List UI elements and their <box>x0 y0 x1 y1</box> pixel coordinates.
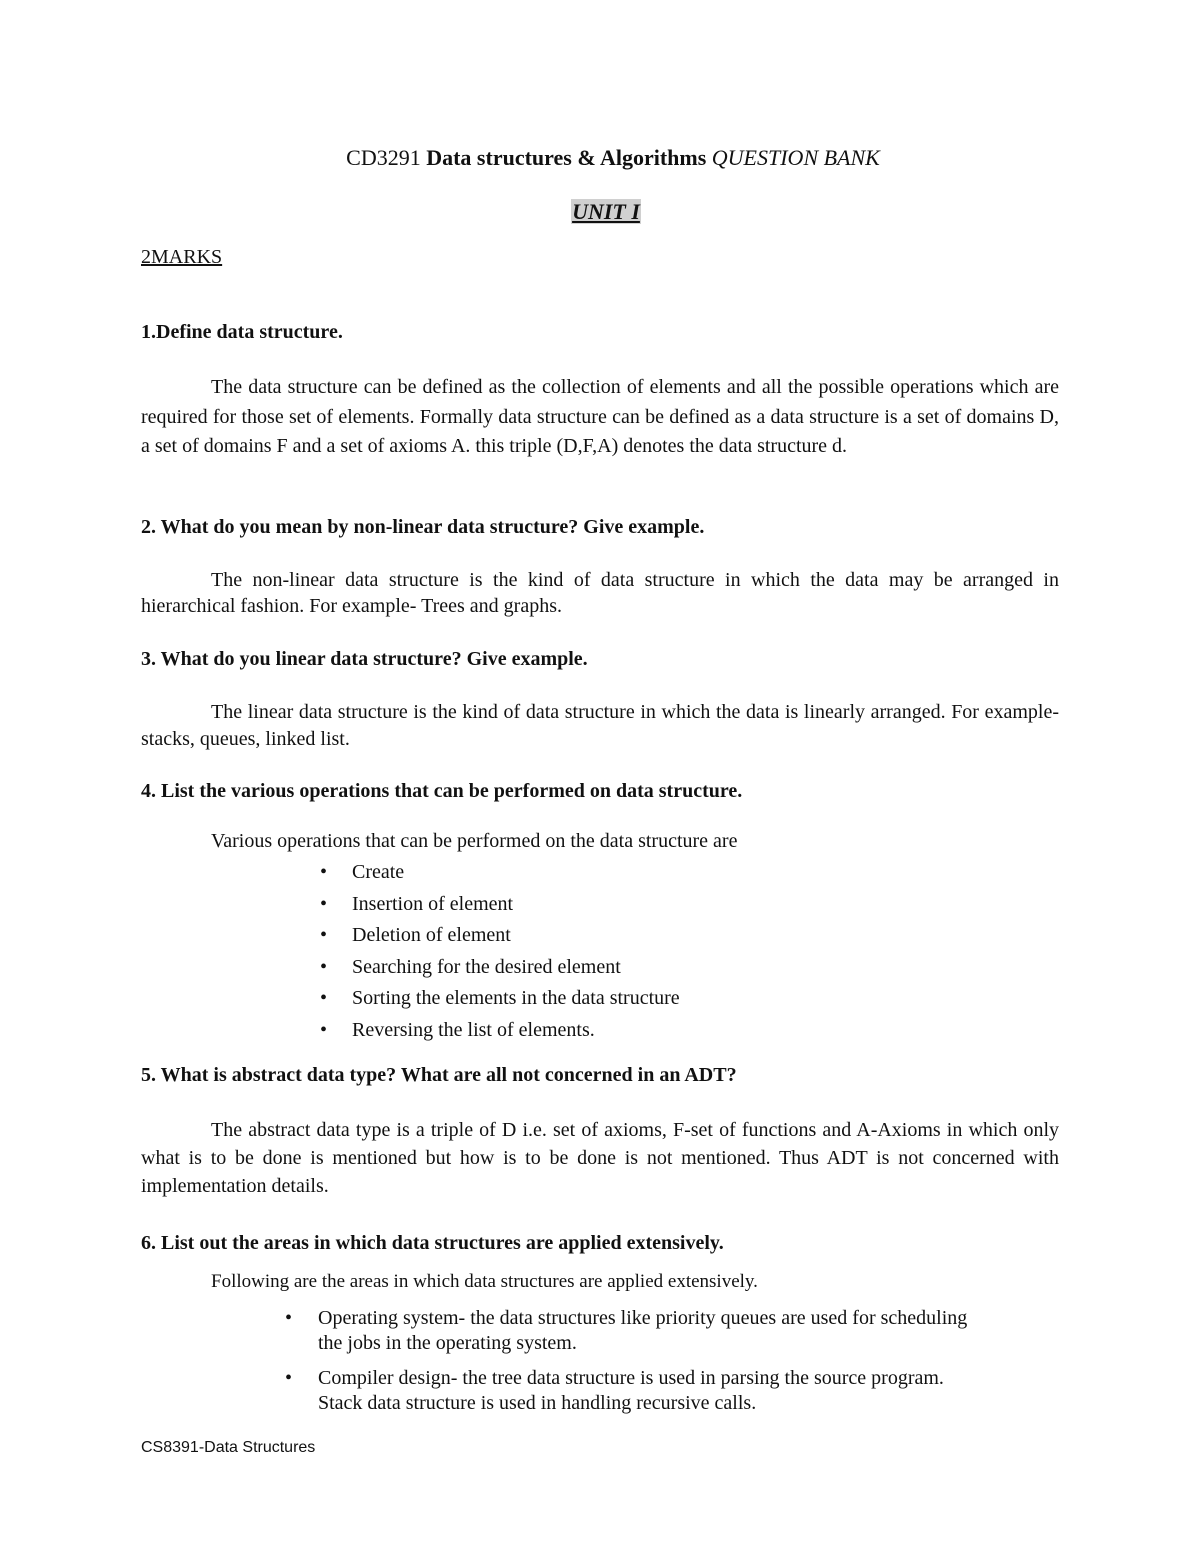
title-subject: Data structures & Algorithms <box>426 145 707 170</box>
list-item: • Compiler design- the tree data structure is used in parsing the source program. Stack data structure is used in handling recursive calls. <box>282 1366 982 1416</box>
answer-5 <box>141 1116 1059 1200</box>
list-item: • Create <box>292 857 680 889</box>
page-footer: CS8391-Data Structures <box>141 1439 316 1456</box>
question-5: 5. What is abstract data type? What are all not concerned in an ADT? <box>141 1064 737 1086</box>
answer-2 <box>141 567 1059 619</box>
answer-1-text: The data structure can be defined as the collection of elements and all the possible operations which are required for those set of elements. Formally data structure can be defined as a data structure is a set of domains D, a set of domains F and a set of axioms A. this triple (D,F,A) denotes the data structure d. <box>141 376 1059 457</box>
list-item: • Reversing the list of elements. <box>292 1015 680 1047</box>
areas-intro: Following are the areas in which data structures are applied extensively. <box>211 1271 758 1292</box>
list-item: • Sorting the elements in the data structure <box>292 983 680 1015</box>
question-1: 1.Define data structure. <box>141 321 343 343</box>
answer-3 <box>141 699 1059 753</box>
title-course-code: CD3291 <box>346 145 421 170</box>
areas-list <box>282 1306 982 1426</box>
answer-2-text: The non-linear data structure is the kind of data structure in which the data may be arranged in hierarchical fashion. For example- Trees and graphs. <box>141 569 1059 617</box>
answer-1 <box>141 373 1059 462</box>
unit-heading <box>0 197 1200 227</box>
unit-heading-text: UNIT I <box>572 199 640 224</box>
question-4: 4. List the various operations that can be performed on data structure. <box>141 780 743 802</box>
operations-intro: Various operations that can be performed on the data structure are <box>211 830 738 852</box>
list-item: • Insertion of element <box>292 889 680 921</box>
question-6: 6. List out the areas in which data structures are applied extensively. <box>141 1232 724 1254</box>
question-2: 2. What do you mean by non-linear data structure? Give example. <box>141 516 705 538</box>
document-title <box>0 143 1200 173</box>
answer-3-text: The linear data structure is the kind of data structure in which the data is linearly arranged. For example- stacks, queues, linked list. <box>141 701 1059 750</box>
operations-list <box>292 857 680 1046</box>
marks-heading: 2MARKS <box>141 246 223 268</box>
question-3: 3. What do you linear data structure? Give example. <box>141 648 588 670</box>
answer-5-text: The abstract data type is a triple of D i.e. set of axioms, F-set of functions and A-Axioms in which only what is to be done is mentioned but how is to be done is not mentioned. Thus ADT is not concerned with implementation details. <box>141 1119 1059 1197</box>
list-item: • Operating system- the data structures like priority queues are used for scheduling the jobs in the operating system. <box>282 1306 982 1356</box>
title-question-bank: QUESTION BANK <box>711 145 880 170</box>
list-item: • Searching for the desired element <box>292 952 680 984</box>
list-item: • Deletion of element <box>292 920 680 952</box>
